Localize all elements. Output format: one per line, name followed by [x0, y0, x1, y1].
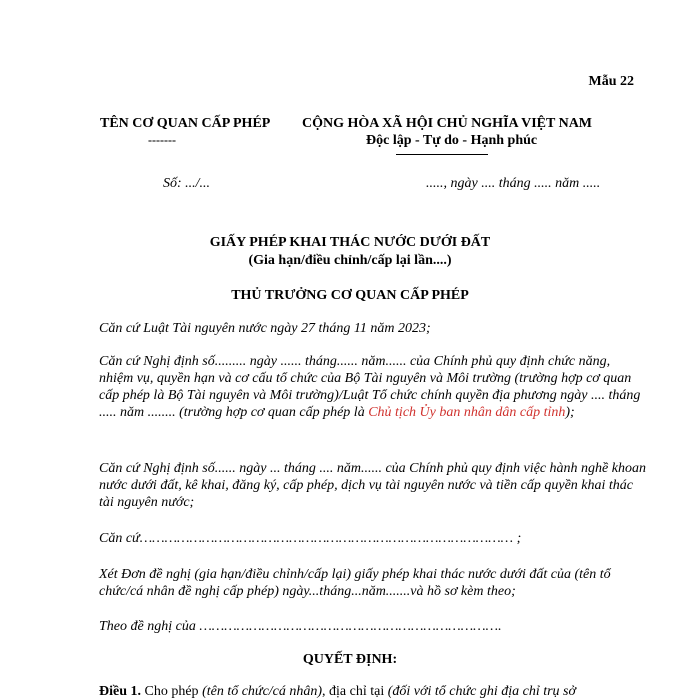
article-1-text-d: (đối với tổ chức ghi địa chỉ trụ sở: [387, 684, 576, 699]
article-1-text-b: (tên tổ chức/cá nhân): [202, 684, 323, 699]
proposal-basis: Theo đề nghị của ……………………………………………………………….: [99, 619, 502, 634]
authority-heading: THỦ TRƯỞNG CƠ QUAN CẤP PHÉP: [231, 288, 469, 303]
article-1-text-c: , địa chỉ tại: [322, 684, 388, 699]
document-number: Số: .../...: [163, 176, 211, 191]
form-number: Mẫu 22: [588, 74, 634, 89]
article-1-text-a: Cho phép: [141, 684, 203, 699]
legal-basis-2-highlight: Chủ tịch Ủy ban nhân dân cấp tỉnh: [368, 405, 566, 420]
article-1: [99, 684, 576, 700]
article-1-label: Điều 1.: [99, 684, 141, 699]
legal-basis-3: Căn cứ Nghị định số...... ngày ... tháng .... năm...... của Chính phủ quy định việc hành nghề khoan nước dưới đất, kê khai, đăng ký, cấp phép, dịch vụ tài nguyên nước và tiền cấp quyền khai thác tài nguyên nước;: [99, 461, 646, 510]
application-review: Xét Đơn đề nghị (gia hạn/điều chỉnh/cấp lại) giấy phép khai thác nước dưới đất của (tên tổ chức/cá nhân đề nghị cấp phép) ngày...tháng...năm.......và hồ sơ kèm theo;: [99, 567, 611, 599]
legal-basis-2-end: );: [565, 405, 575, 420]
document-date: ....., ngày .... tháng ..... năm .....: [426, 176, 601, 191]
national-motto: Độc lập - Tự do - Hạnh phúc: [366, 133, 538, 148]
document-subtitle: (Gia hạn/điều chỉnh/cấp lại lần....): [248, 253, 452, 268]
legal-basis-2-text: Căn cứ Nghị định số......... ngày ...... tháng...... năm...... của Chính phủ quy định chức năng, nhiệm vụ, quyền hạn và cơ cấu tổ chức của Bộ Tài nguyên và Môi trường (trường hợp cơ quan cấp phép là Bộ Tài nguyên và Môi trường)/Luật Tổ chức chính quyền địa phương ngày .... tháng ..... năm ........ (trường hợp cơ quan cấp phép là: [99, 354, 641, 420]
issuing-authority-name: TÊN CƠ QUAN CẤP PHÉP: [100, 116, 271, 131]
legal-basis-1: Căn cứ Luật Tài nguyên nước ngày 27 tháng 11 năm 2023;: [99, 321, 431, 336]
motto-underline: [396, 154, 488, 155]
national-title: CỘNG HÒA XÃ HỘI CHỦ NGHĨA VIỆT NAM: [302, 116, 593, 131]
authority-divider: -------: [148, 133, 176, 147]
legal-basis-4: Căn cứ……………………………………………………………………………… ;: [99, 531, 522, 546]
decision-heading: QUYẾT ĐỊNH:: [302, 652, 398, 667]
document-title: GIẤY PHÉP KHAI THÁC NƯỚC DƯỚI ĐẤT: [209, 235, 491, 250]
legal-basis-2: [99, 353, 647, 421]
